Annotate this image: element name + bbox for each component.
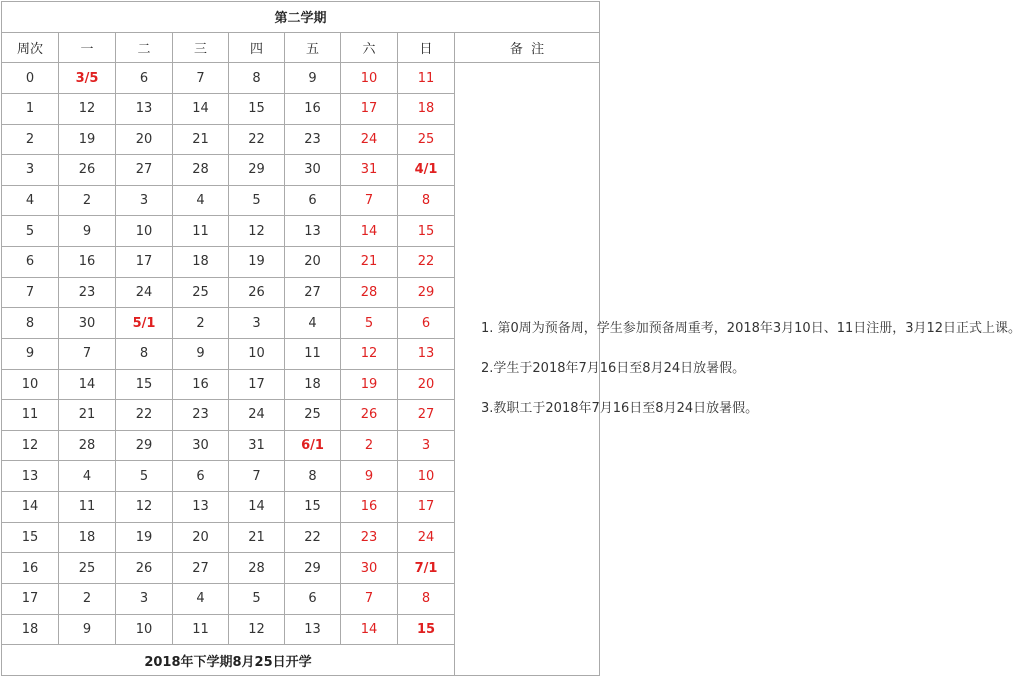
- day-cell: 10: [116, 614, 173, 645]
- day-cell: 9: [341, 461, 398, 492]
- day-cell: 27: [173, 553, 229, 584]
- day-cell: 14: [59, 369, 116, 400]
- day-cell: 3/5: [59, 63, 116, 94]
- day-cell: 21: [229, 522, 285, 553]
- day-cell: 14: [341, 614, 398, 645]
- day-cell: 9: [59, 216, 116, 247]
- week-number: 14: [2, 492, 59, 523]
- day-cell: 16: [285, 93, 341, 124]
- title-row: [2, 2, 600, 33]
- day-cell: 11: [173, 216, 229, 247]
- day-cell: 15: [398, 216, 455, 247]
- header-week: 周次: [2, 32, 59, 63]
- day-cell: 7/1: [398, 553, 455, 584]
- day-cell: 30: [59, 308, 116, 339]
- day-cell: 27: [285, 277, 341, 308]
- day-cell: 19: [229, 247, 285, 278]
- day-cell: 6: [285, 185, 341, 216]
- day-cell: 28: [173, 155, 229, 186]
- day-cell: 2: [341, 430, 398, 461]
- day-cell: 19: [341, 369, 398, 400]
- day-cell: 16: [341, 492, 398, 523]
- week-number: 2: [2, 124, 59, 155]
- day-cell: 8: [229, 63, 285, 94]
- day-cell: 10: [116, 216, 173, 247]
- day-cell: 26: [116, 553, 173, 584]
- week-number: 16: [2, 553, 59, 584]
- day-cell: 15: [116, 369, 173, 400]
- day-cell: 18: [285, 369, 341, 400]
- day-cell: 23: [285, 124, 341, 155]
- header-day-4: 四: [229, 32, 285, 63]
- day-cell: 18: [398, 93, 455, 124]
- week-row: [2, 63, 600, 94]
- header-day-3: 三: [173, 32, 229, 63]
- calendar-title: 第二学期: [2, 2, 600, 33]
- day-cell: 5: [229, 583, 285, 614]
- header-notes: 备 注: [455, 32, 600, 63]
- day-cell: 9: [173, 338, 229, 369]
- day-cell: 7: [173, 63, 229, 94]
- day-cell: 29: [229, 155, 285, 186]
- week-number: 11: [2, 400, 59, 431]
- day-cell: 20: [285, 247, 341, 278]
- day-cell: 27: [116, 155, 173, 186]
- day-cell: 28: [341, 277, 398, 308]
- day-cell: 7: [341, 185, 398, 216]
- day-cell: 2: [59, 185, 116, 216]
- day-cell: 6/1: [285, 430, 341, 461]
- day-cell: 13: [285, 216, 341, 247]
- notes-cell: [455, 63, 1021, 676]
- day-cell: 4: [59, 461, 116, 492]
- day-cell: 4: [173, 583, 229, 614]
- day-cell: 20: [173, 522, 229, 553]
- day-cell: 26: [229, 277, 285, 308]
- week-number: 3: [2, 155, 59, 186]
- day-cell: 3: [229, 308, 285, 339]
- day-cell: 17: [398, 492, 455, 523]
- day-cell: 19: [59, 124, 116, 155]
- week-number: 10: [2, 369, 59, 400]
- day-cell: 21: [173, 124, 229, 155]
- week-number: 12: [2, 430, 59, 461]
- day-cell: 13: [398, 338, 455, 369]
- header-day-2: 二: [116, 32, 173, 63]
- day-cell: 11: [285, 338, 341, 369]
- day-cell: 23: [59, 277, 116, 308]
- week-number: 0: [2, 63, 59, 94]
- day-cell: 20: [116, 124, 173, 155]
- day-cell: 26: [341, 400, 398, 431]
- day-cell: 15: [398, 614, 455, 645]
- day-cell: 8: [398, 185, 455, 216]
- day-cell: 3: [116, 583, 173, 614]
- day-cell: 24: [229, 400, 285, 431]
- note-item: 2.学生于2018年7月16日至8月24日放暑假。: [481, 361, 746, 377]
- week-number: 13: [2, 461, 59, 492]
- day-cell: 22: [229, 124, 285, 155]
- day-cell: 15: [285, 492, 341, 523]
- note-item: 3.教职工于2018年7月16日至8月24日放暑假。: [481, 401, 759, 417]
- day-cell: 30: [285, 155, 341, 186]
- day-cell: 11: [173, 614, 229, 645]
- day-cell: 28: [229, 553, 285, 584]
- day-cell: 12: [341, 338, 398, 369]
- note-item: 1. 第0周为预备周，学生参加预备周重考，2018年3月10日、11日注册，3月12日正式上课。: [481, 321, 1021, 337]
- day-cell: 5: [116, 461, 173, 492]
- day-cell: 27: [398, 400, 455, 431]
- day-cell: 12: [229, 216, 285, 247]
- day-cell: 24: [398, 522, 455, 553]
- header-row: [2, 32, 600, 63]
- week-number: 5: [2, 216, 59, 247]
- day-cell: 12: [229, 614, 285, 645]
- day-cell: 4: [173, 185, 229, 216]
- day-cell: 16: [173, 369, 229, 400]
- day-cell: 11: [398, 63, 455, 94]
- day-cell: 9: [59, 614, 116, 645]
- day-cell: 4/1: [398, 155, 455, 186]
- header-day-1: 一: [59, 32, 116, 63]
- day-cell: 10: [398, 461, 455, 492]
- day-cell: 17: [341, 93, 398, 124]
- week-number: 1: [2, 93, 59, 124]
- day-cell: 29: [285, 553, 341, 584]
- day-cell: 6: [173, 461, 229, 492]
- day-cell: 6: [398, 308, 455, 339]
- day-cell: 7: [59, 338, 116, 369]
- day-cell: 5: [341, 308, 398, 339]
- day-cell: 13: [116, 93, 173, 124]
- day-cell: 22: [285, 522, 341, 553]
- week-number: 6: [2, 247, 59, 278]
- day-cell: 4: [285, 308, 341, 339]
- header-day-5: 五: [285, 32, 341, 63]
- header-day-7: 日: [398, 32, 455, 63]
- day-cell: 28: [59, 430, 116, 461]
- week-number: 7: [2, 277, 59, 308]
- day-cell: 31: [229, 430, 285, 461]
- week-number: 4: [2, 185, 59, 216]
- day-cell: 12: [59, 93, 116, 124]
- day-cell: 10: [341, 63, 398, 94]
- day-cell: 16: [59, 247, 116, 278]
- week-number: 17: [2, 583, 59, 614]
- day-cell: 30: [173, 430, 229, 461]
- semester-calendar-table: [1, 1, 1021, 676]
- day-cell: 24: [341, 124, 398, 155]
- week-number: 15: [2, 522, 59, 553]
- week-number: 18: [2, 614, 59, 645]
- day-cell: 25: [173, 277, 229, 308]
- day-cell: 22: [116, 400, 173, 431]
- day-cell: 22: [398, 247, 455, 278]
- day-cell: 19: [116, 522, 173, 553]
- day-cell: 21: [59, 400, 116, 431]
- day-cell: 24: [116, 277, 173, 308]
- day-cell: 3: [116, 185, 173, 216]
- day-cell: 25: [398, 124, 455, 155]
- day-cell: 17: [116, 247, 173, 278]
- day-cell: 15: [229, 93, 285, 124]
- day-cell: 12: [116, 492, 173, 523]
- day-cell: 13: [285, 614, 341, 645]
- day-cell: 5: [229, 185, 285, 216]
- day-cell: 26: [59, 155, 116, 186]
- day-cell: 8: [285, 461, 341, 492]
- day-cell: 29: [116, 430, 173, 461]
- week-number: 9: [2, 338, 59, 369]
- day-cell: 5/1: [116, 308, 173, 339]
- day-cell: 25: [285, 400, 341, 431]
- day-cell: 23: [173, 400, 229, 431]
- day-cell: 25: [59, 553, 116, 584]
- day-cell: 6: [285, 583, 341, 614]
- day-cell: 2: [59, 583, 116, 614]
- day-cell: 7: [341, 583, 398, 614]
- day-cell: 18: [59, 522, 116, 553]
- day-cell: 18: [173, 247, 229, 278]
- header-day-6: 六: [341, 32, 398, 63]
- semester-start-note: 2018年下学期8月25日开学: [2, 645, 455, 676]
- week-number: 8: [2, 308, 59, 339]
- day-cell: 30: [341, 553, 398, 584]
- day-cell: 31: [341, 155, 398, 186]
- day-cell: 14: [173, 93, 229, 124]
- day-cell: 20: [398, 369, 455, 400]
- day-cell: 14: [341, 216, 398, 247]
- day-cell: 29: [398, 277, 455, 308]
- day-cell: 11: [59, 492, 116, 523]
- day-cell: 8: [116, 338, 173, 369]
- day-cell: 23: [341, 522, 398, 553]
- day-cell: 21: [341, 247, 398, 278]
- day-cell: 14: [229, 492, 285, 523]
- day-cell: 8: [398, 583, 455, 614]
- day-cell: 3: [398, 430, 455, 461]
- day-cell: 10: [229, 338, 285, 369]
- day-cell: 2: [173, 308, 229, 339]
- day-cell: 13: [173, 492, 229, 523]
- day-cell: 7: [229, 461, 285, 492]
- day-cell: 6: [116, 63, 173, 94]
- day-cell: 17: [229, 369, 285, 400]
- day-cell: 9: [285, 63, 341, 94]
